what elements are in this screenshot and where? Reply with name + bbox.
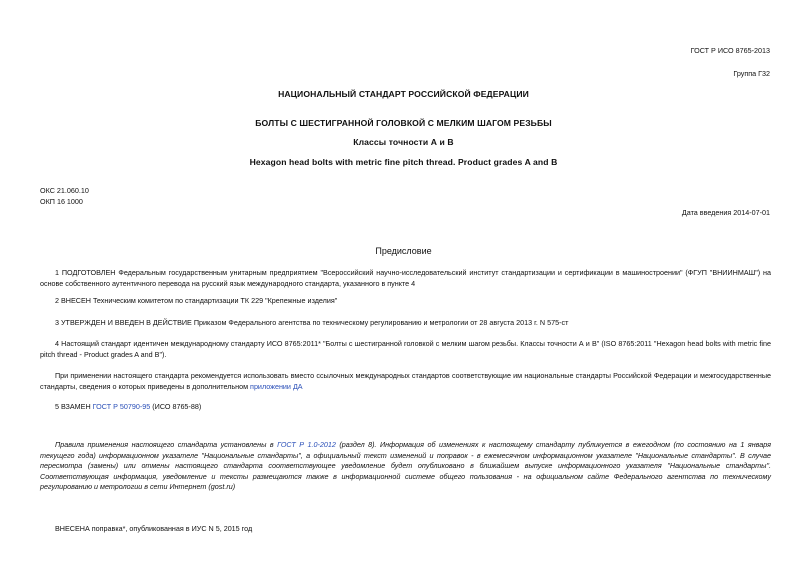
replaces-suffix: (ИСО 8765-88)	[152, 402, 202, 411]
preface-item-5	[40, 402, 771, 413]
okp-code: ОКП 16 1000	[40, 197, 83, 206]
preface-note	[40, 371, 771, 392]
standard-code: ГОСТ Р ИСО 8765-2013	[690, 46, 770, 55]
intro-date: Дата введения 2014-07-01	[681, 208, 770, 217]
preface-item-4: 4 Настоящий стандарт идентичен международному стандарту ИСО 8765:2011* "Болты с шестигранной головкой с мелким шагом резьбы. Классы точности А и В" (ISO 8765:2011 "Hexagon head bolts with metric fine pitch thread - Product grades A and B").	[40, 339, 771, 359]
rules-prefix: Правила применения настоящего стандарта установлены в	[55, 440, 274, 449]
application-rules	[40, 440, 771, 493]
english-title: Hexagon head bolts with metric fine pitch thread. Product grades A and B	[249, 157, 558, 167]
gost-50790-link[interactable]: ГОСТ Р 50790-95	[92, 402, 151, 411]
group-code: Группа Г32	[733, 69, 770, 78]
preface-heading: Предисловие	[375, 246, 432, 256]
replaces-label: 5 ВЗАМЕН	[55, 402, 91, 411]
preface-item-3: 3 УТВЕРЖДЕН И ВВЕДЕН В ДЕЙСТВИЕ Приказом Федерального агентства по техническому регулированию и метрологии от 28 августа 2013 г. N 575-ст	[55, 318, 569, 327]
appendix-da-link[interactable]: приложении ДА	[250, 381, 303, 391]
document-subtitle: Классы точности А и В	[353, 137, 454, 147]
rules-text: (раздел 8). Информация об изменениях к настоящему стандарту публикуется в ежегодном (по состоянию на 1 января текущего года) информационном указателе "Национальные стандарты", а официальный текст изменений и поправок - в ежемесячном информационном указателе "Национальные стандарты". В случае пересмотра (замены) или отмены настоящего стандарта соответствующее уведомление будет опубликовано в ближайшем выпуске информационного указателя "Национальные стандарты". Соответствующая информация, уведомление и тексты размещаются также в информационной системе общего пользования - на официальном сайте Федерального агентства по техническому регулированию и метрологии в сети Интернет (gost.ru)	[40, 440, 771, 492]
oks-code: ОКС 21.060.10	[40, 186, 89, 195]
gost-1-0-link[interactable]: ГОСТ Р 1.0-2012	[277, 440, 336, 449]
preface-item-2: 2 ВНЕСЕН Техническим комитетом по стандартизации ТК 229 "Крепежные изделия"	[55, 296, 338, 305]
preface-note-text: При применении настоящего стандарта рекомендуется использовать вместо ссылочных международных стандартов соответствующие им национальные стандарты Российской Федерации и межгосударственные стандарты, сведения о которых приведены в дополнительном	[40, 371, 771, 391]
preface-item-1: 1 ПОДГОТОВЛЕН Федеральным государственным унитарным предприятием "Всероссийский научно-исследовательский институт стандартизации и сертификации в машиностроении" (ФГУП "ВНИИНМАШ") на основе собственного аутентичного перевода на русский язык международного стандарта, указанного в пункте 4	[40, 268, 771, 288]
national-standard-title: НАЦИОНАЛЬНЫЙ СТАНДАРТ РОССИЙСКОЙ ФЕДЕРАЦИИ	[278, 89, 529, 99]
document-title: БОЛТЫ С ШЕСТИГРАННОЙ ГОЛОВКОЙ С МЕЛКИМ ШАГОМ РЕЗЬБЫ	[255, 118, 552, 128]
amendment-note: ВНЕСЕНА поправка*, опубликованная в ИУС N 5, 2015 год	[55, 524, 253, 533]
